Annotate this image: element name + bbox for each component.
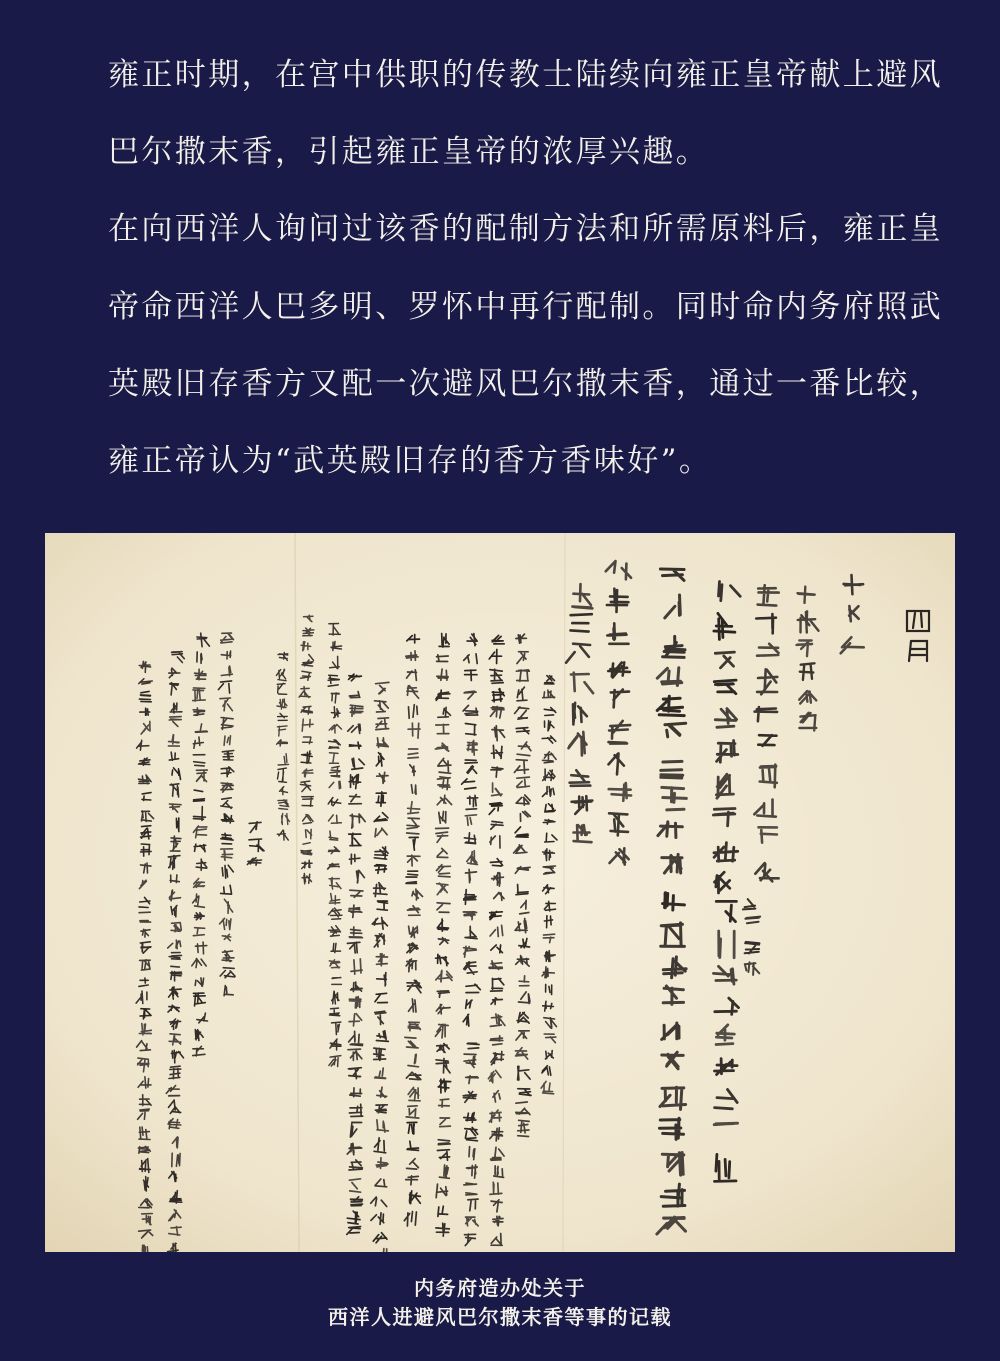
intro-line: 在向西洋人询问过该香的配制方法和所需原料后，雍正皇: [108, 211, 943, 248]
intro-line: 巴尔撒末香，引起雍正皇帝的浓厚兴趣。: [108, 134, 710, 171]
intro-line: 雍正时期，在宫中供职的传教士陆续向雍正皇帝献上避风: [108, 57, 943, 93]
caption-line-1: 内务府造办处关于: [414, 1276, 586, 1300]
intro-line: 雍正帝认为“武英殿旧存的香方香味好”。: [108, 442, 713, 479]
handwritten-glyph: [714, 1123, 737, 1125]
handwritten-glyph: [142, 1245, 148, 1252]
intro-line: 英殿旧存香方又配一次避风巴尔撒末香，通过一番比较，: [108, 365, 943, 402]
caption-line-2: 西洋人进避风巴尔撒末香等事的记载: [328, 1305, 672, 1329]
archive-document-image: [45, 533, 955, 1252]
intro-line: 帝命西洋人巴多明、罗怀中再行配制。同时命内务府照武: [108, 288, 943, 325]
intro-text: [108, 44, 943, 507]
archive-document-svg: [45, 533, 955, 1252]
image-caption: [0, 1274, 1000, 1332]
